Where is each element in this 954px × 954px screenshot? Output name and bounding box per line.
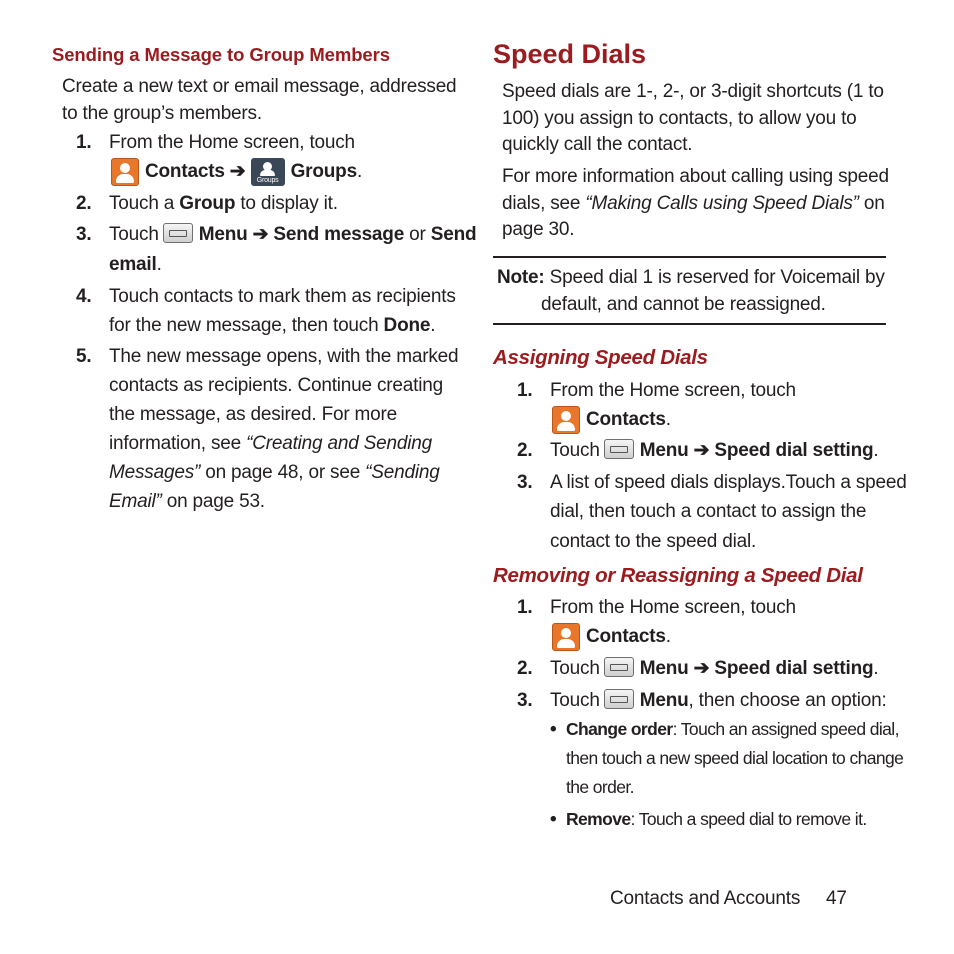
text: Touch	[109, 224, 159, 245]
text: : Touch a speed dial to remove it.	[630, 809, 867, 829]
text: for the new message, then touch	[109, 315, 384, 336]
step-text	[109, 220, 476, 249]
step-number: 1.	[517, 597, 533, 618]
change-order-label: Change order	[566, 719, 673, 739]
groups-icon	[251, 158, 285, 186]
step-text	[109, 189, 338, 218]
email-label: email	[109, 254, 157, 275]
menu-label: Menu	[639, 690, 689, 711]
step-text	[550, 686, 887, 715]
step-text	[550, 436, 879, 465]
arrow-glyph: ➔	[688, 658, 715, 679]
text: or	[404, 224, 431, 245]
bullet-item	[566, 805, 867, 834]
group-label: Group	[179, 193, 236, 214]
step-text: the message, as desired. For more	[109, 404, 398, 425]
subsection-heading-removing: Removing or Reassigning a Speed Dial	[493, 564, 863, 587]
menu-key-icon	[604, 657, 634, 677]
period: .	[430, 315, 436, 336]
contacts-label: Contacts	[586, 626, 666, 647]
step-number: 2.	[517, 440, 533, 461]
menu-key-icon	[163, 223, 193, 243]
contacts-icon	[552, 406, 580, 434]
text: Touch a	[109, 193, 180, 214]
step-number: 3.	[517, 472, 533, 493]
step-text: dial, then touch a contact to assign the	[550, 501, 867, 522]
step-text: A list of speed dials displays.Touch a speed	[550, 472, 907, 493]
contacts-icon	[111, 158, 139, 186]
step-1-icons-line	[111, 157, 362, 186]
step-text: The new message opens, with the marked	[109, 346, 459, 367]
text: : Touch an assigned speed dial,	[672, 719, 899, 739]
step-text	[552, 405, 671, 434]
bullet-item-line: the order.	[566, 777, 634, 797]
paragraph-line	[502, 189, 885, 218]
contacts-icon	[552, 623, 580, 651]
step-text	[109, 250, 162, 279]
period: .	[873, 658, 879, 679]
page-number: 47	[826, 888, 847, 909]
paragraph-line: Speed dials are 1-, 2-, or 3-digit shortcuts (1 to	[502, 81, 884, 102]
intro-line-1: Create a new text or email message, addressed	[62, 76, 457, 97]
contacts-label: Contacts	[586, 409, 666, 430]
text: on page 53.	[161, 491, 265, 512]
text: dials, see	[502, 193, 586, 214]
note-label: Note:	[497, 267, 545, 288]
step-number: 1.	[76, 132, 92, 153]
groups-label: Groups	[290, 161, 357, 182]
cross-reference: “Creating and Sending	[246, 433, 432, 454]
intro-line-2: to the group’s members.	[62, 103, 262, 124]
paragraph-line: quickly call the contact.	[502, 134, 693, 155]
done-label: Done	[383, 315, 431, 336]
paragraph-line: page 30.	[502, 219, 575, 240]
step-text	[109, 458, 440, 487]
step-number: 3.	[517, 690, 533, 711]
bullet-item-line: then touch a new speed dial location to change	[566, 748, 904, 768]
step-text: contact to the speed dial.	[550, 531, 757, 552]
text: information, see	[109, 433, 247, 454]
note-top-rule	[493, 256, 886, 258]
step-text: contacts as recipients. Continue creating	[109, 375, 443, 396]
menu-label: Menu	[639, 658, 689, 679]
step-text: From the Home screen, touch	[550, 380, 796, 401]
note-line	[497, 263, 885, 292]
arrow-glyph: ➔	[688, 440, 715, 461]
step-text	[109, 429, 432, 458]
paragraph-line: For more information about calling using speed	[502, 166, 889, 187]
cross-reference: “Sending	[365, 462, 440, 483]
speed-dial-setting-label: Speed dial setting	[714, 440, 874, 461]
send-message-label: Send message	[273, 224, 405, 245]
arrow-glyph: ➔	[224, 161, 251, 182]
step-text: Touch contacts to mark them as recipients	[109, 286, 456, 307]
section-heading-group-message: Sending a Message to Group Members	[52, 44, 390, 65]
period: .	[873, 440, 879, 461]
menu-label: Menu	[198, 224, 248, 245]
menu-label: Menu	[639, 440, 689, 461]
step-number: 3.	[76, 224, 92, 245]
period: .	[356, 161, 363, 182]
menu-key-icon	[604, 689, 634, 709]
contacts-label: Contacts	[145, 161, 225, 182]
arrow-glyph: ➔	[247, 224, 274, 245]
bullet-glyph: •	[550, 719, 557, 740]
cross-reference: “Making Calls using Speed Dials”	[585, 193, 859, 214]
period: .	[665, 626, 671, 647]
paragraph-line: 100) you assign to contacts, to allow you to	[502, 108, 857, 129]
period: .	[665, 409, 671, 430]
speed-dial-setting-label: Speed dial setting	[714, 658, 874, 679]
groups-icon-caption: Groups	[256, 176, 279, 184]
text: , then choose an option:	[688, 690, 887, 711]
step-text	[552, 622, 671, 651]
cross-reference: Email”	[109, 491, 162, 512]
remove-label: Remove	[566, 809, 631, 829]
send-label: Send	[430, 224, 477, 245]
menu-key-icon	[604, 439, 634, 459]
step-text	[109, 487, 265, 516]
subsection-heading-assigning: Assigning Speed Dials	[493, 346, 708, 369]
step-text: From the Home screen, touch	[109, 132, 355, 153]
footer-section: Contacts and Accounts	[610, 888, 801, 909]
text: to display it.	[235, 193, 338, 214]
note-bottom-rule	[493, 323, 886, 325]
step-number: 2.	[76, 193, 92, 214]
step-number: 1.	[517, 380, 533, 401]
step-text	[109, 311, 435, 340]
text: on	[858, 193, 885, 214]
note-line: default, and cannot be reassigned.	[541, 294, 826, 315]
bullet-glyph: •	[550, 809, 557, 830]
text: on page 48, or see	[200, 462, 366, 483]
step-number: 4.	[76, 286, 92, 307]
text: Touch	[550, 440, 600, 461]
page-title: Speed Dials	[493, 39, 647, 69]
cross-reference: Messages”	[109, 462, 201, 483]
step-number: 2.	[517, 658, 533, 679]
note-text: Speed dial 1 is reserved for Voicemail by	[544, 267, 885, 288]
text: Touch	[550, 690, 600, 711]
step-text	[550, 654, 879, 683]
step-text: From the Home screen, touch	[550, 597, 796, 618]
text: Touch	[550, 658, 600, 679]
period: .	[156, 254, 162, 275]
step-number: 5.	[76, 346, 92, 367]
bullet-item	[566, 715, 899, 744]
